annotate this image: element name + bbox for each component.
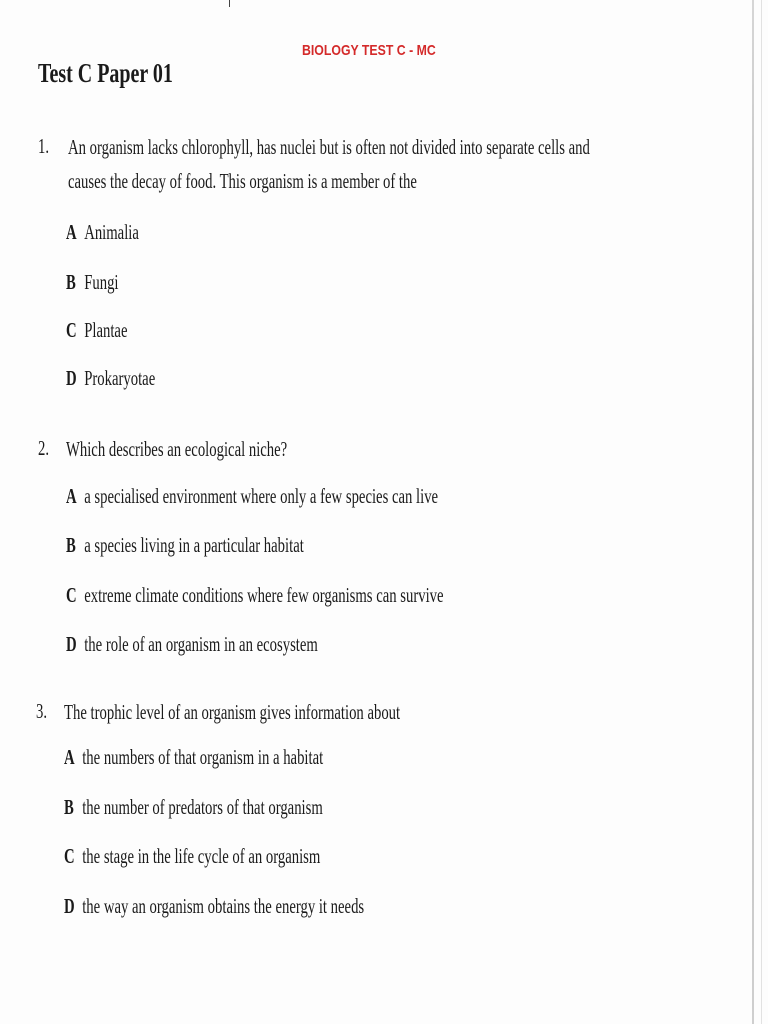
option-text: Prokaryotae (84, 366, 156, 390)
question-2-text (66, 432, 287, 466)
option-text: Animalia (84, 220, 139, 244)
scan-edge-line (752, 0, 754, 1024)
question-1-option-c[interactable] (66, 318, 127, 343)
question-3-line-1: The trophic level of an organism gives information about (64, 700, 401, 724)
question-1-line-1: An organism lacks chlorophyll, has nuclei but is often not divided into separate cells and (68, 135, 590, 159)
scan-tick-mark (229, 0, 230, 7)
option-text: the numbers of that organism in a habitat (82, 745, 324, 769)
question-2-option-b[interactable] (66, 533, 304, 558)
question-2-option-d[interactable] (66, 632, 318, 657)
question-3-option-b[interactable] (64, 795, 323, 820)
option-text: Plantae (84, 318, 128, 342)
option-letter: A (64, 745, 75, 769)
option-letter: C (64, 844, 75, 868)
option-letter: B (66, 270, 76, 294)
question-3-option-d[interactable] (64, 894, 364, 919)
option-text: the number of predators of that organism (82, 795, 323, 819)
option-letter: B (64, 795, 74, 819)
option-text: the way an organism obtains the energy it needs (82, 894, 365, 918)
question-1-option-a[interactable] (66, 220, 139, 245)
option-text: the role of an organism in an ecosystem (84, 632, 318, 656)
option-letter: D (66, 366, 77, 390)
option-letter: D (66, 632, 77, 656)
option-text: the stage in the life cycle of an organism (82, 844, 321, 868)
scan-edge-line-outer (761, 0, 762, 1024)
question-3-text (64, 695, 400, 729)
paper-title: Test C Paper 01 (38, 58, 173, 88)
question-2-option-c[interactable] (66, 583, 444, 608)
question-1-option-b[interactable] (66, 270, 119, 295)
test-header: BIOLOGY TEST C - MC (302, 42, 436, 59)
option-text: Fungi (84, 270, 119, 294)
question-3-number: 3. (36, 699, 48, 723)
question-1-text (68, 130, 590, 198)
option-letter: D (64, 894, 75, 918)
question-1-line-2: causes the decay of food. This organism is a member of the (68, 169, 417, 193)
question-3-option-c[interactable] (64, 844, 320, 869)
question-2-option-a[interactable] (66, 484, 438, 509)
option-text: a species living in a particular habitat (84, 533, 304, 557)
option-letter: B (66, 533, 76, 557)
question-2-line-1: Which describes an ecological niche? (66, 437, 288, 461)
option-letter: A (66, 484, 77, 508)
option-letter: C (66, 583, 77, 607)
question-3-option-a[interactable] (64, 745, 323, 770)
option-letter: A (66, 220, 77, 244)
option-letter: C (66, 318, 77, 342)
question-1-option-d[interactable] (66, 366, 155, 391)
option-text: a specialised environment where only a few species can live (84, 484, 439, 508)
option-text: extreme climate conditions where few organisms can survive (84, 583, 444, 607)
question-2-number: 2. (38, 436, 50, 460)
question-1-number: 1. (38, 134, 50, 158)
